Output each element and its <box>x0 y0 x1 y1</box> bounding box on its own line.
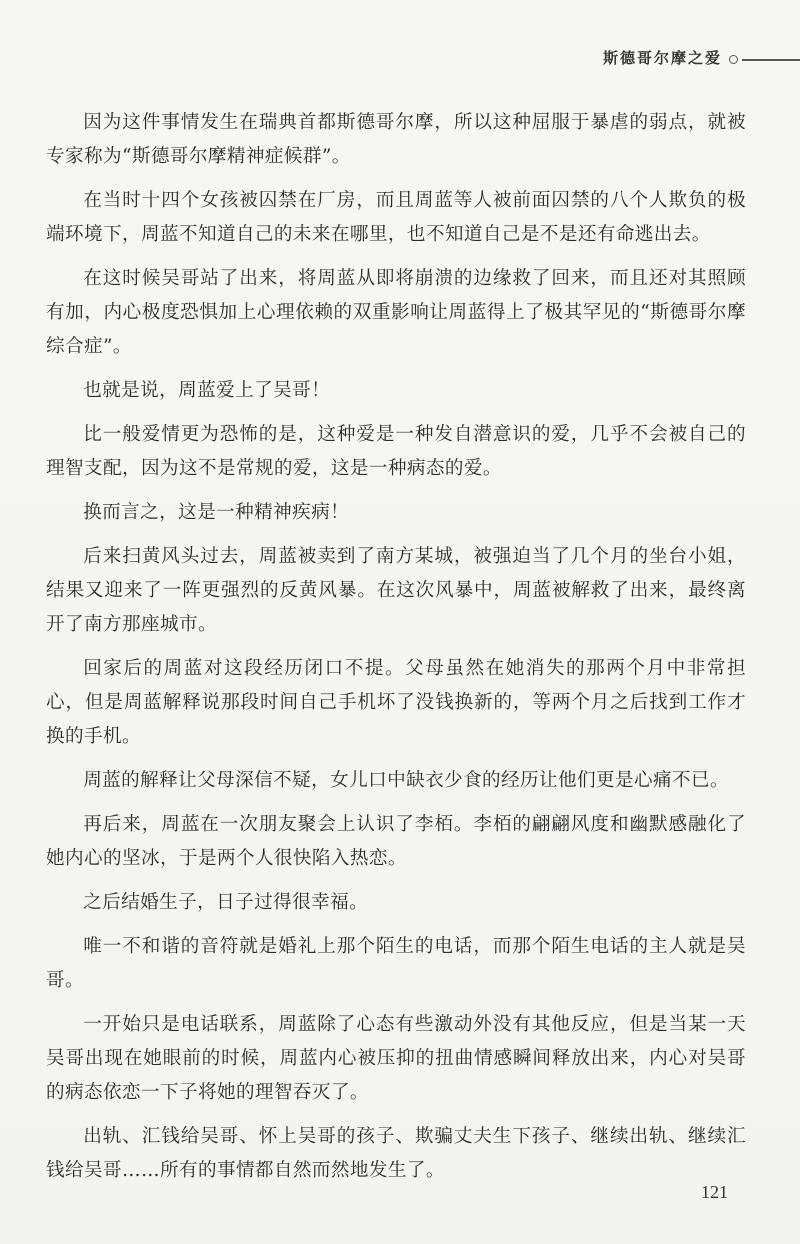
page-number: 121 <box>701 1182 728 1202</box>
body-text <box>46 106 746 1198</box>
paragraph: 在这时候吴哥站了出来，将周蓝从即将崩溃的边缘救了回来，而且还对其照顾有加，内心极度恐惧加上心理依赖的双重影响让周蓝得上了极其罕见的“斯德哥尔摩综合症”。 <box>46 268 746 357</box>
paragraph: 一开始只是电话联系，周蓝除了心态有些激动外没有其他反应，但是当某一天吴哥出现在她眼前的时候，周蓝内心被压抑的扭曲情感瞬间释放出来，内心对吴哥的病态依恋一下子将她的理智吞灭了。 <box>46 1014 746 1103</box>
header-rule <box>742 59 800 61</box>
chapter-title: 斯德哥尔摩之爱 <box>602 49 722 67</box>
paragraph: 唯一不和谐的音符就是婚礼上那个陌生的电话，而那个陌生电话的主人就是吴哥。 <box>46 936 746 991</box>
paragraph: 回家后的周蓝对这段经历闭口不提。父母虽然在她消失的那两个月中非常担心，但是周蓝解释说那段时间自己手机坏了没钱换新的，等两个月之后找到工作才换的手机。 <box>46 658 746 747</box>
running-header <box>0 38 800 78</box>
paragraph: 比一般爱情更为恐怖的是，这种爱是一种发自潜意识的爱，几乎不会被自己的理智支配，因为这不是常规的爱，这是一种病态的爱。 <box>46 424 746 479</box>
paragraph: 因为这件事情发生在瑞典首都斯德哥尔摩，所以这种屈服于暴虐的弱点，就被专家称为“斯德哥尔摩精神症候群”。 <box>46 112 746 167</box>
paragraph: 也就是说，周蓝爱上了吴哥！ <box>83 380 331 401</box>
paragraph: 换而言之，这是一种精神疾病！ <box>83 502 350 523</box>
paragraph: 周蓝的解释让父母深信不疑，女儿口中缺衣少食的经历让他们更是心痛不已。 <box>83 770 729 791</box>
paragraph: 出轨、汇钱给吴哥、怀上吴哥的孩子、欺骗丈夫生下孩子、继续出轨、继续汇钱给吴哥……所有的事情都自然而然地发生了。 <box>46 1126 746 1181</box>
paragraph: 之后结婚生子，日子过得很幸福。 <box>83 892 369 913</box>
paragraph: 后来扫黄风头过去，周蓝被卖到了南方某城，被强迫当了几个月的坐台小姐，结果又迎来了一阵更强烈的反黄风暴。在这次风暴中，周蓝被解救了出来，最终离开了南方那座城市。 <box>46 546 746 635</box>
paragraph: 再后来，周蓝在一次朋友聚会上认识了李栢。李栢的翩翩风度和幽默感融化了她内心的坚冰，于是两个人很快陷入热恋。 <box>46 814 746 869</box>
paragraph: 在当时十四个女孩被囚禁在厂房，而且周蓝等人被前面囚禁的八个人欺负的极端环境下，周蓝不知道自己的未来在哪里，也不知道自己是不是还有命逃出去。 <box>46 190 746 245</box>
header-ornament-circle <box>729 55 738 64</box>
